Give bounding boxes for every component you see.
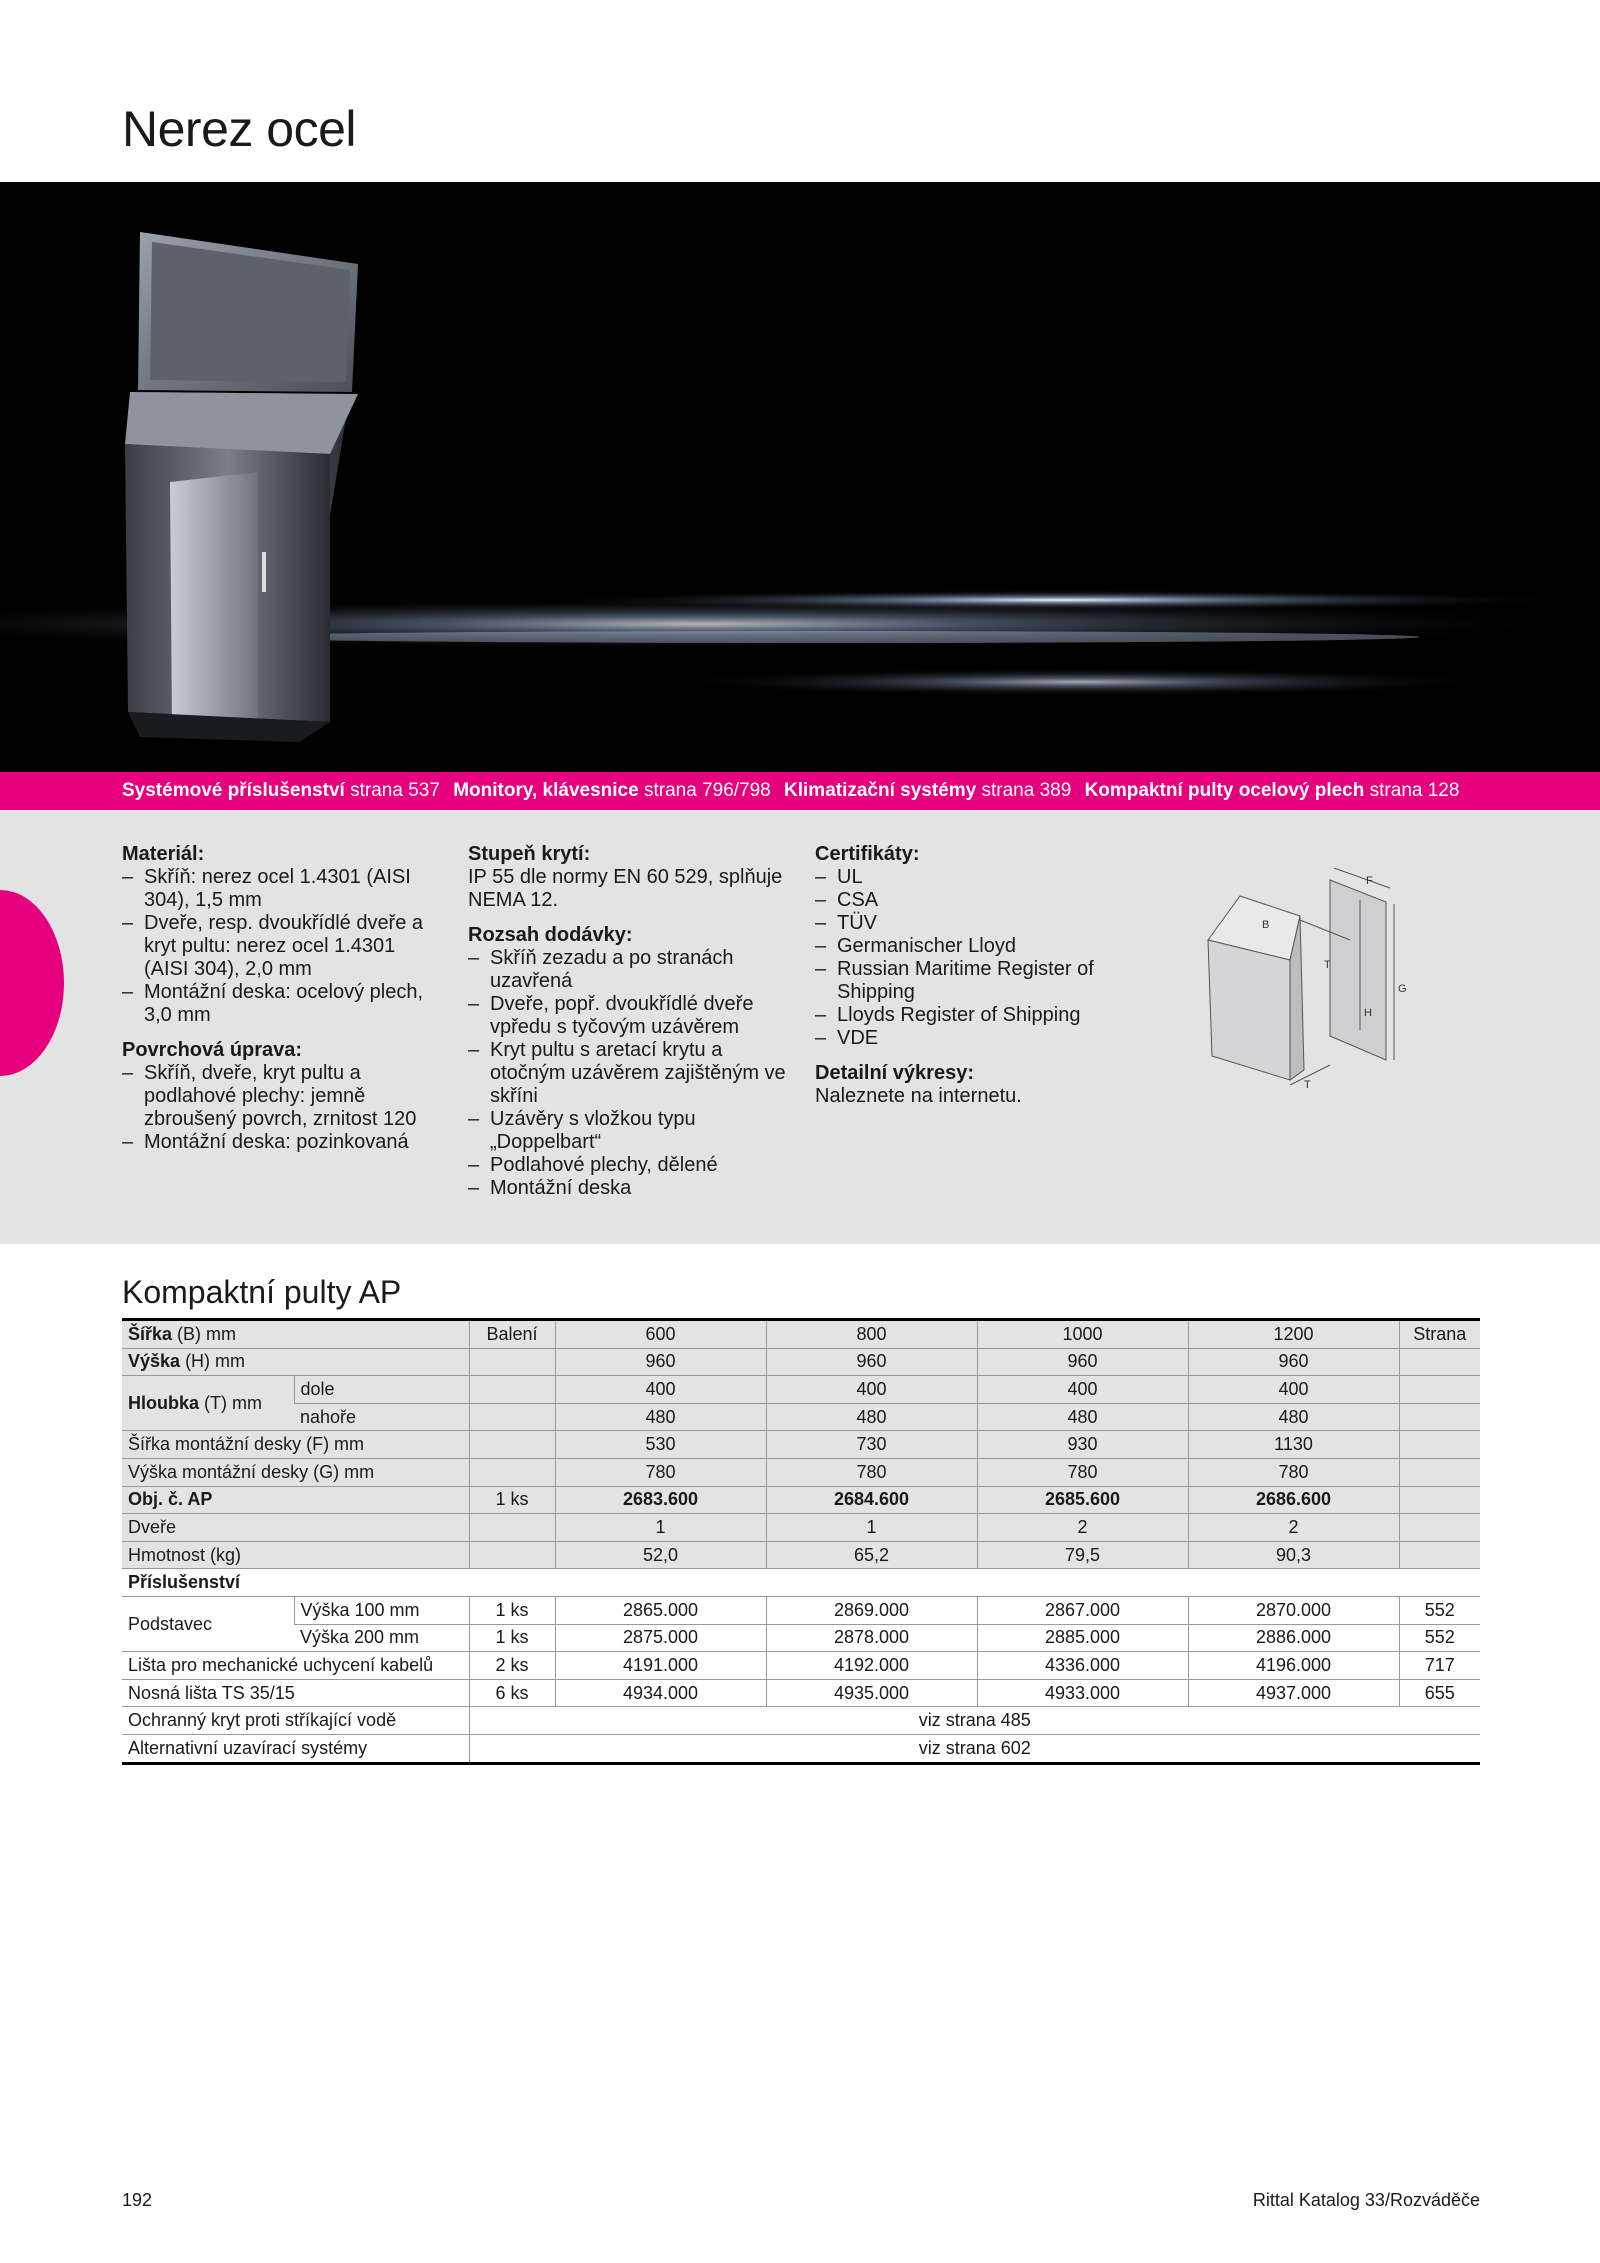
list-item: – Skříň zezadu a po stranách uzavřená (468, 947, 798, 993)
table-row: Výška (H) mm 960 960 960 960 (122, 1348, 1480, 1376)
surface-heading: Povrchová úprava: (122, 1039, 303, 1061)
dim-label-b: B (1262, 919, 1270, 931)
drawings-heading: Detailní výkresy: (815, 1062, 974, 1084)
table-row: Nosná lišta TS 35/15 6 ks 4934.000 4935.000 4933.000 4937.000 655 (122, 1679, 1480, 1707)
list-item: – Russian Maritime Register of Shipping (815, 958, 1145, 1004)
list-item: – Skříň: nerez ocel 1.4301 (AISI 304), 1,5 mm (122, 866, 442, 912)
page-title: Nerez ocel (122, 101, 356, 157)
crossref-item[interactable]: Kompaktní pulty ocelový plech strana 128 (1084, 780, 1460, 801)
table-row: Alternativní uzavírací systémy viz strana 602 (122, 1734, 1480, 1763)
table-row: nahoře 480 480 480 480 (122, 1403, 1480, 1431)
list-item: – VDE (815, 1027, 1145, 1050)
dimension-drawing (1200, 860, 1440, 1100)
protection-heading: Stupeň krytí: (468, 843, 591, 865)
product-photo (0, 182, 1600, 772)
page-number: 192 (122, 2190, 153, 2210)
material-heading: Materiál: (122, 843, 205, 865)
list-item: – CSA (815, 889, 1145, 912)
list-item: – UL (815, 866, 1145, 889)
scope-list (468, 947, 798, 1200)
table-title: Kompaktní pulty AP (122, 1274, 402, 1310)
dim-label-h: H (1364, 1007, 1372, 1019)
list-item: – Dveře, resp. dvoukřídlé dveře a kryt pultu: nerez ocel 1.4301 (AISI 304), 2,0 mm (122, 912, 442, 981)
table-row: Hloubka (T) mm dole 400 400 400 400 (122, 1376, 1480, 1404)
certificates-list (815, 866, 1145, 1050)
table-row: Šířka montážní desky (F) mm 530 730 930 1130 (122, 1431, 1480, 1459)
list-item: – Uzávěry s vložkou typu „Doppelbart“ (468, 1108, 798, 1154)
catalog-name: Rittal Katalog 33/Rozváděče (1252, 2190, 1480, 2210)
crossref-item[interactable]: Systémové příslušenství strana 537 (122, 780, 440, 801)
list-item: – Montážní deska: pozinkovaná (122, 1131, 442, 1154)
dim-label-f: F (1366, 875, 1373, 887)
list-item: – Lloyds Register of Shipping (815, 1004, 1145, 1027)
table-row: Šířka (B) mm Balení 600 800 1000 1200 Strana (122, 1320, 1480, 1349)
stainless-console-image (0, 182, 1600, 772)
certificates-heading: Certifikáty: (815, 843, 920, 865)
spec-column-material (122, 843, 442, 1154)
product-table (122, 1318, 1480, 1765)
list-item: – Montážní deska (468, 1177, 798, 1200)
table-row: Výška 200 mm 1 ks 2875.000 2878.000 2885.000 2886.000 552 (122, 1624, 1480, 1652)
cross-reference-bar (0, 772, 1600, 810)
list-item: – Podlahové plechy, dělené (468, 1154, 798, 1177)
list-item: – Germanischer Lloyd (815, 935, 1145, 958)
dim-label-t-top: T (1324, 959, 1331, 971)
table-row: Dveře 1 1 2 2 (122, 1514, 1480, 1542)
spec-column-certificates (815, 843, 1145, 1108)
table-row: Ochranný kryt proti stříkající vodě viz strana 485 (122, 1707, 1480, 1735)
table-row: Hmotnost (kg) 52,0 65,2 79,5 90,3 (122, 1541, 1480, 1569)
table-row: Podstavec Výška 100 mm 1 ks 2865.000 2869.000 2867.000 2870.000 552 (122, 1596, 1480, 1624)
table-row: Výška montážní desky (G) mm 780 780 780 780 (122, 1458, 1480, 1486)
list-item: – Kryt pultu s aretací krytu a otočným uzávěrem zajištěným ve skříni (468, 1039, 798, 1108)
table-row: Obj. č. AP 1 ks 2683.600 2684.600 2685.600 2686.600 (122, 1486, 1480, 1514)
surface-list (122, 1062, 442, 1154)
material-list (122, 866, 442, 1027)
list-item: – Montážní deska: ocelový plech, 3,0 mm (122, 981, 442, 1027)
table-section-header: Příslušenství (122, 1569, 1480, 1597)
list-item: – TÜV (815, 912, 1145, 935)
dim-label-g: G (1398, 983, 1407, 995)
protection-text: IP 55 dle normy EN 60 529, splňuje NEMA 12. (468, 866, 783, 911)
list-item: – Dveře, popř. dvoukřídlé dveře vpředu s tyčovým uzávěrem (468, 993, 798, 1039)
crossref-item[interactable]: Klimatizační systémy strana 389 (784, 780, 1072, 801)
table-row: Lišta pro mechanické uchycení kabelů 2 ks 4191.000 4192.000 4336.000 4196.000 717 (122, 1652, 1480, 1680)
dim-label-t-bottom: T (1304, 1079, 1311, 1091)
list-item: – Skříň, dveře, kryt pultu a podlahové plechy: jemně zbroušený povrch, zrnitost 120 (122, 1062, 442, 1131)
drawings-text: Naleznete na internetu. (815, 1085, 1022, 1107)
crossref-item[interactable]: Monitory, klávesnice strana 796/798 (453, 780, 771, 801)
spec-column-protection (468, 843, 798, 1200)
scope-heading: Rozsah dodávky: (468, 924, 633, 946)
